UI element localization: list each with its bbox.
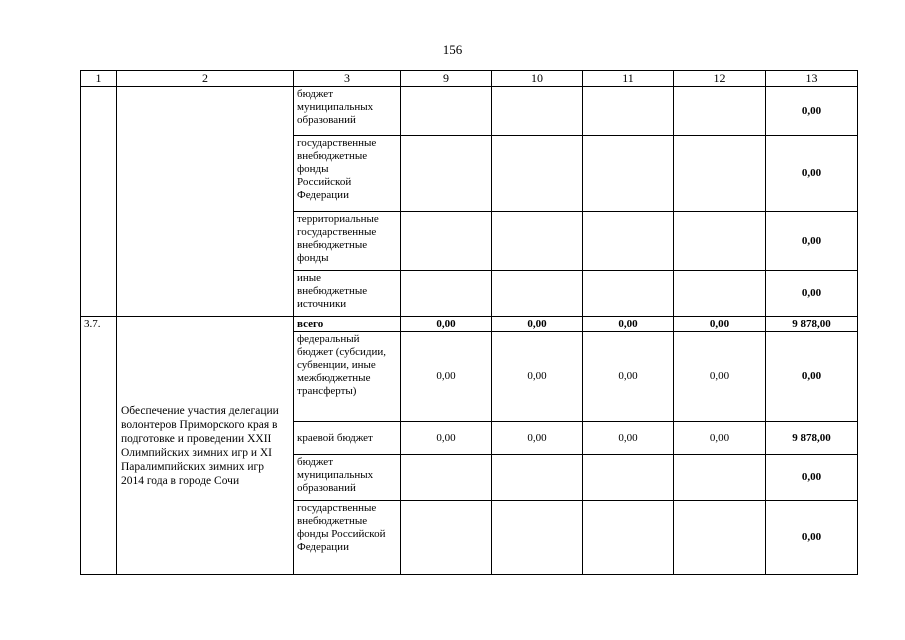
value-cell-11	[583, 87, 674, 136]
column-header-10: 10	[492, 71, 583, 87]
column-header-9: 9	[401, 71, 492, 87]
value-cell-13: 0,00	[766, 87, 858, 136]
value-cell-9	[401, 455, 492, 501]
value-cell-12: 0,00	[674, 332, 766, 422]
item-description-cell: Обеспечение участия делегации волонтеров Приморского края в подготовке и проведении XXII Олимпийских зимних игр и XI Паралимпийских зимних игр 2014 года в городе Сочи	[117, 317, 294, 575]
funding-source-cell: федеральный бюджет (субсидии, субвенции, иные межбюджетные трансферты)	[294, 332, 401, 422]
value-cell-10	[492, 136, 583, 212]
value-cell-12: 0,00	[674, 422, 766, 455]
value-cell-9	[401, 212, 492, 271]
value-cell-13: 0,00	[766, 332, 858, 422]
value-cell-13: 9 878,00	[766, 317, 858, 332]
value-cell-11	[583, 271, 674, 317]
column-header-11: 11	[583, 71, 674, 87]
value-cell-12	[674, 136, 766, 212]
value-cell-12	[674, 501, 766, 575]
value-cell-11: 0,00	[583, 332, 674, 422]
funding-source-cell: всего	[294, 317, 401, 332]
value-cell-12	[674, 87, 766, 136]
column-header-1: 1	[81, 71, 117, 87]
value-cell-10	[492, 501, 583, 575]
value-cell-9: 0,00	[401, 317, 492, 332]
funding-source-cell: иные внебюджетные источники	[294, 271, 401, 317]
table-row	[81, 317, 858, 332]
value-cell-10: 0,00	[492, 332, 583, 422]
value-cell-10	[492, 212, 583, 271]
value-cell-9	[401, 271, 492, 317]
value-cell-12	[674, 271, 766, 317]
value-cell-12	[674, 455, 766, 501]
value-cell-11	[583, 212, 674, 271]
value-cell-12	[674, 212, 766, 271]
value-cell-11	[583, 136, 674, 212]
value-cell-9: 0,00	[401, 332, 492, 422]
value-cell-12: 0,00	[674, 317, 766, 332]
value-cell-13: 0,00	[766, 212, 858, 271]
budget-table	[80, 70, 858, 575]
page-number: 156	[442, 42, 463, 57]
value-cell-13: 0,00	[766, 501, 858, 575]
column-header-13: 13	[766, 71, 858, 87]
column-header-12: 12	[674, 71, 766, 87]
value-cell-13: 0,00	[766, 455, 858, 501]
value-cell-13: 0,00	[766, 271, 858, 317]
table-row	[81, 87, 858, 136]
value-cell-9: 0,00	[401, 422, 492, 455]
description-cell-continued	[117, 87, 294, 317]
value-cell-11: 0,00	[583, 317, 674, 332]
column-header-2: 2	[117, 71, 294, 87]
value-cell-11	[583, 501, 674, 575]
value-cell-11	[583, 455, 674, 501]
funding-source-cell: краевой бюджет	[294, 422, 401, 455]
item-code-cell: 3.7.	[81, 317, 117, 575]
column-header-3: 3	[294, 71, 401, 87]
value-cell-9	[401, 501, 492, 575]
funding-source-cell: бюджет муниципальных образований	[294, 455, 401, 501]
column-header-row	[81, 71, 858, 87]
value-cell-10	[492, 271, 583, 317]
value-cell-9	[401, 87, 492, 136]
value-cell-10: 0,00	[492, 422, 583, 455]
funding-source-cell: территориальные государственные внебюджетные фонды	[294, 212, 401, 271]
funding-source-cell: государственные внебюджетные фонды Российской Федерации	[294, 501, 401, 575]
value-cell-10	[492, 87, 583, 136]
value-cell-13: 0,00	[766, 136, 858, 212]
funding-source-cell: бюджет муниципальных образований	[294, 87, 401, 136]
code-cell-continued	[81, 87, 117, 317]
value-cell-10	[492, 455, 583, 501]
funding-source-cell: государственные внебюджетные фонды Российской Федерации	[294, 136, 401, 212]
value-cell-11: 0,00	[583, 422, 674, 455]
value-cell-9	[401, 136, 492, 212]
value-cell-10: 0,00	[492, 317, 583, 332]
value-cell-13: 9 878,00	[766, 422, 858, 455]
